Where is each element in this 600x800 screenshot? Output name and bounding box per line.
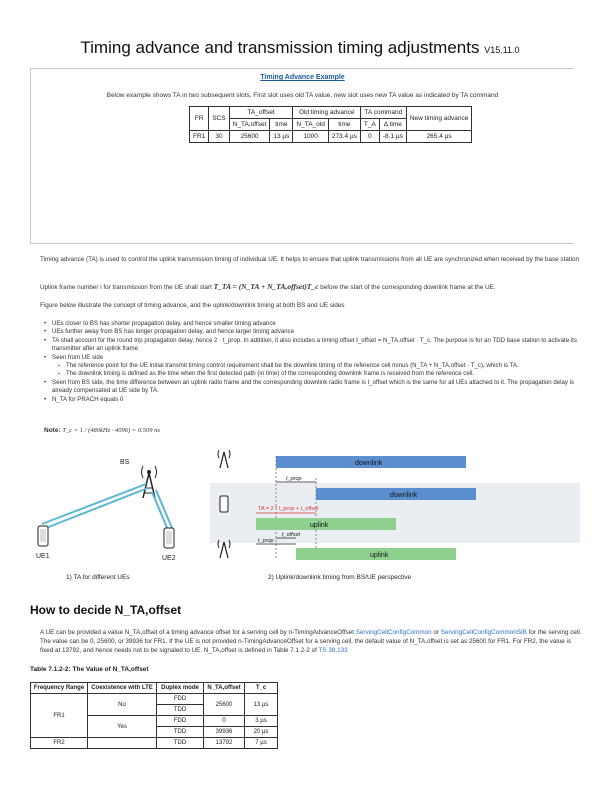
header-ta-offset: TA_offset	[229, 107, 293, 119]
cell-coex-empty	[88, 738, 157, 749]
sub-bullet-item: ▪ The reference point for the UE initial transmit timing control requirement shall be the downlink timing of the reference cell minus (N_TA + N_TA,offset · T_c), which is TA.	[44, 362, 584, 370]
uplink-timing-paragraph	[40, 283, 580, 292]
page-title-text: Timing advance and transmission timing adjustments	[80, 38, 480, 57]
how-text-c: for the serving cell. The value can be 0, 25600, or 39936 for FR1. If the UE is not provided n-TimingAdvanceOffset for a serving cell, the default value of N_TA,offset is set as 25600 for FR1. For FR2, the value is fixed at 13792, and hence needs not to be signaled to UE. N_TA,offset is defined in Table 7.1.2-2 of	[40, 629, 582, 654]
cell-duplex: TDD	[157, 727, 204, 738]
header-duplex-mode: Duplex mode	[157, 683, 204, 694]
uplink-label-2: uplink	[370, 552, 389, 559]
cell-nta-value: 13792	[204, 738, 245, 749]
bullet-item: • UEs closer to BS has shorter propagation delay, and hence smaller timing advance	[44, 320, 584, 328]
how-text-b: or	[433, 629, 440, 636]
header-delta-time: Δ time	[379, 119, 406, 131]
downlink-label-1: downlink	[355, 460, 383, 467]
how-to-decide-heading	[30, 603, 181, 617]
bullet-item: • N_TA for PRACH equals 0	[44, 396, 584, 404]
bullet-item: • Seen from BS side, the time difference between an uplink radio frame and the corresponding downlink radio frame is t_offset which is the same for all UEs attached to it. The propagation delay is already compensated at UE side by TA.	[44, 379, 584, 396]
ue2-label: UE2	[162, 555, 176, 562]
nta-offset-table	[30, 682, 278, 749]
table-row	[190, 131, 472, 143]
how-to-decide-paragraph	[40, 628, 585, 655]
header-n-ta-offset: N_TA,offset	[229, 119, 270, 131]
note	[44, 427, 160, 434]
cell-nta-value: 39936	[204, 727, 245, 738]
ue2-phone-icon	[164, 528, 174, 548]
cell-n-ta-old: 1000	[293, 131, 328, 143]
figure-intro-paragraph: Figure below illustrate the concept of timing advance, and the uplink/downlink timing at both BS and UE sides	[40, 302, 345, 309]
header-fr: FR	[190, 107, 209, 131]
cell-tc-value: 20 µs	[245, 727, 278, 738]
cell-new-ta: 265.4 µs	[406, 131, 472, 143]
ta-formula: T_TA = (N_TA + N_TA,offset)T_c	[213, 282, 319, 291]
header-tc: T_c	[245, 683, 278, 694]
signal-path-ue1	[46, 488, 148, 528]
cell-fr1: FR1	[31, 694, 88, 738]
cell-coex-no: No	[88, 694, 157, 716]
ta-ue-diagram	[30, 448, 210, 588]
header-ta-command: TA command	[360, 107, 406, 119]
signal-path-ue1-return	[42, 484, 146, 524]
cell-duplex: TDD	[157, 705, 204, 716]
cell-tc-value: 7 µs	[245, 738, 278, 749]
header-new-ta: New timing advance	[406, 107, 472, 131]
cell-duplex: FDD	[157, 716, 204, 727]
cell-tc-value: 3 µs	[245, 716, 278, 727]
header-old-ta: Old timing advance	[293, 107, 361, 119]
ue1-phone-icon	[38, 526, 48, 546]
bs-tower-icon	[142, 466, 157, 498]
cell-delta-time: -8.1 µs	[379, 131, 406, 143]
ta-bullet-list	[44, 320, 584, 404]
left-diagram-caption: 1) TA for different UEs	[66, 574, 130, 581]
header-n-ta-old: N_TA_old	[293, 119, 328, 131]
toffset-label: t_offset	[282, 532, 301, 538]
cell-nta-value: 25600	[204, 694, 245, 716]
header-coexistence: Coexistence with LTE	[88, 683, 157, 694]
nta-table-caption: Table 7.1.2-2: The Value of N_TA,offset	[30, 666, 149, 673]
page-title	[0, 38, 600, 58]
header-nta-offset: N_TA,offset	[204, 683, 245, 694]
cell-coex-yes: Yes	[88, 716, 157, 738]
ue-phone-small-icon	[220, 496, 228, 512]
table-header-row	[190, 107, 472, 119]
cell-tc-value: 13 µs	[245, 694, 278, 716]
downlink-label-2: downlink	[390, 492, 418, 499]
tprop-label-1: t_prop	[286, 476, 302, 482]
how-text-a: A UE can be provided a value N_TA,offset of a timing advance offset for a serving cell by n-TimingAdvanceOffset	[40, 629, 354, 636]
link-ts-38-133[interactable]: TS 38.133	[318, 647, 348, 654]
cell-duplex: FDD	[157, 694, 204, 705]
intro-paragraph: Timing advance (TA) is used to control the uplink transmission timing of individual UE. It helps to ensure that uplink transmissions from all UE are synchronized when received by the base station	[40, 256, 579, 263]
cell-old-time: 273.4 µs	[328, 131, 360, 143]
bullet-item: • Seen from UE side	[44, 354, 584, 362]
example-description: Below example shows TA in two subsequent slots, First slot uses old TA value, new slot uses new TA value as indicated by TA command	[106, 92, 499, 99]
cell-t-a: 0	[360, 131, 379, 143]
note-text: T_c = 1 / (480kHz · 4096) = 0.509 ns	[62, 427, 160, 434]
cell-duplex: TDD	[157, 738, 204, 749]
uplink-downlink-timing-diagram	[210, 448, 580, 588]
table-row	[31, 738, 278, 749]
header-time1: time	[270, 119, 293, 131]
nta-header-row	[31, 683, 278, 694]
bs-label: BS	[120, 459, 130, 466]
right-diagram-caption: 2) Uplink/downlink timing from BS/UE perspective	[268, 574, 412, 581]
cell-n-ta-offset: 25600	[229, 131, 270, 143]
uplink-text-b: before the start of the corresponding downlink frame at the UE.	[320, 284, 496, 291]
timing-advance-table	[189, 106, 472, 143]
cell-fr: FR1	[190, 131, 209, 143]
sub-bullet-item: ▪ The downlink timing is defined as the time when the first detected path (in time) of the corresponding downlink frame is received from the reference cell.	[44, 370, 584, 378]
tprop-label-2: t_prop	[258, 538, 274, 544]
cell-fr2: FR2	[31, 738, 88, 749]
uplink-text-a: Uplink frame number i for transmission from the UE shall start	[40, 284, 212, 291]
header-frequency-range: Frequency Range	[31, 683, 88, 694]
link-servingcellconfigcommonsib[interactable]: ServingCellConfigCommonSIB	[440, 629, 527, 636]
header-t-a: T_A	[360, 119, 379, 131]
ta-equation: TA = 2 * t_prop + t_offset	[258, 506, 319, 512]
ue1-label: UE1	[36, 553, 50, 560]
bullet-item: • TA shall account for the round trip propagation delay, hence 2 · t_prop. In addition, it also includes a timing offset t_offset = N_TA,offset · T_c. The purpose is for an TDD base station to activate its transmitter after an uplink frame	[44, 337, 584, 354]
note-label: Note:	[44, 427, 61, 434]
bs-tower-top-icon	[218, 450, 230, 468]
uplink-label-1: uplink	[310, 522, 329, 529]
cell-scs: 30	[209, 131, 229, 143]
cell-nta-value: 0	[204, 716, 245, 727]
how-heading-text: How to decide N_TA,offset	[30, 603, 182, 617]
cell-ta-offset-time: 13 µs	[270, 131, 293, 143]
header-time2: time	[328, 119, 360, 131]
link-servingcellconfigcommon[interactable]: ServingCellConfigCommon	[355, 629, 432, 636]
header-scs: SCS	[209, 107, 229, 131]
timing-advance-example-box	[30, 68, 574, 244]
example-heading[interactable]: Timing Advance Example	[260, 74, 345, 81]
bullet-item: • UEs further away from BS has longer propagation delay, and hence larger timing advance	[44, 328, 584, 336]
version-label: V15.11.0	[484, 45, 520, 55]
table-row	[31, 694, 278, 705]
